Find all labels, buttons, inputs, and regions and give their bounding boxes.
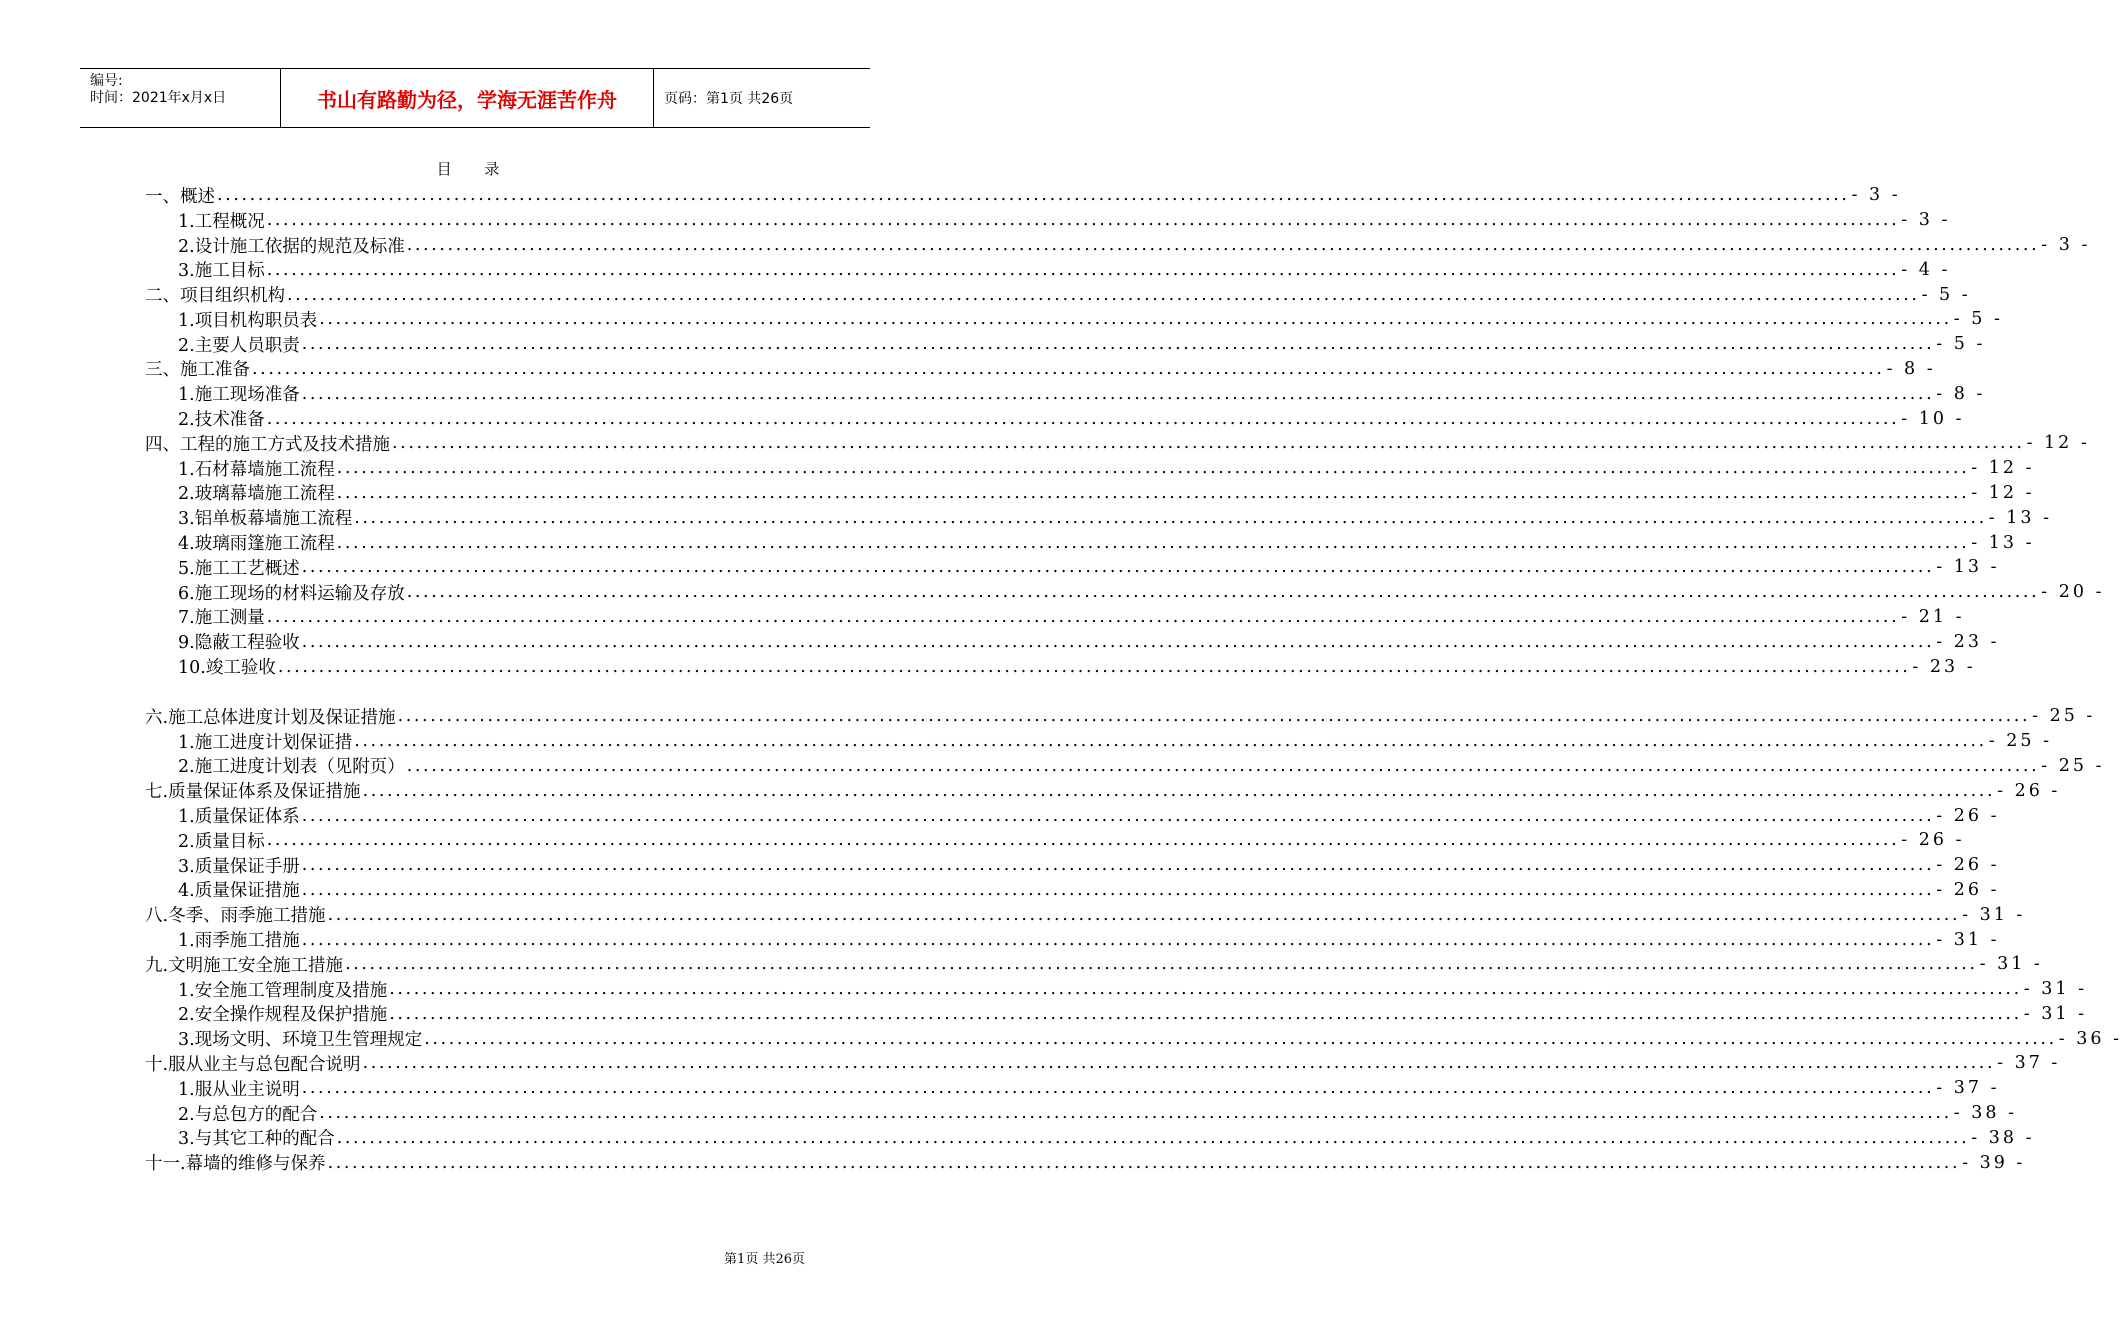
toc-entry-page: - 26 - <box>1901 830 1965 851</box>
toc-leader-dots: ........................................................................................................................................................................................................ <box>354 731 1987 752</box>
toc-entry-page: - 26 - <box>1936 879 2000 900</box>
toc-entry[interactable] <box>145 729 2052 754</box>
toc-entry[interactable] <box>145 803 2000 828</box>
toc-entry-page: - 39 - <box>1962 1152 2026 1173</box>
toc-entry-page: - 31 - <box>1936 929 2000 950</box>
toc-entry[interactable] <box>145 977 2087 1002</box>
toc-leader-dots: ........................................................................................................................................................................................................ <box>319 1103 1952 1124</box>
toc-entry[interactable] <box>145 878 2000 903</box>
toc-entry-text: 1.石材幕墙施工流程 <box>178 459 335 480</box>
toc-entry-page: - 5 - <box>1936 334 1986 355</box>
toc-entry[interactable] <box>145 1026 2122 1051</box>
toc-entry[interactable] <box>145 704 2096 729</box>
toc-entry[interactable] <box>145 902 2026 927</box>
toc-entry[interactable] <box>145 828 1965 853</box>
toc-entry-page: - 8 - <box>1886 358 1936 379</box>
toc-leader-dots: ........................................................................................................................................................................................................ <box>345 954 1978 975</box>
toc-entry-text: 7.施工测量 <box>178 608 265 629</box>
toc-leader-dots: ........................................................................................................................................................................................................ <box>301 631 1935 652</box>
toc-entry-text: 2.质量目标 <box>178 831 265 852</box>
toc-entry[interactable] <box>145 431 2090 456</box>
toc-entry[interactable] <box>145 208 1951 233</box>
toc-leader-dots: ........................................................................................................................................................................................................ <box>397 706 2031 727</box>
toc-leader-dots: ........................................................................................................................................................................................................ <box>336 1127 1970 1148</box>
toc-entry-text: 2.设计施工依据的规范及标准 <box>178 236 405 257</box>
toc-entry-page: - 37 - <box>1997 1053 2061 1074</box>
toc-entry-text: 9.隐蔽工程验收 <box>178 633 300 654</box>
toc-entry-page: - 3 - <box>1901 210 1951 231</box>
toc-entry-page: - 12 - <box>2026 433 2090 454</box>
toc-entry[interactable] <box>145 555 2000 580</box>
header-meta <box>80 69 281 127</box>
toc-leader-dots: ........................................................................................................................................................................................................ <box>287 284 1920 305</box>
toc-entry-page: - 8 - <box>1936 383 1986 404</box>
toc-entry-page: - 26 - <box>1936 805 2000 826</box>
toc-leader-dots: ........................................................................................................................................................................................................ <box>301 334 1935 355</box>
toc-leader-dots: ........................................................................................................................................................................................................ <box>217 185 1850 206</box>
toc-entry-text: 二、项目组织机构 <box>145 286 285 307</box>
toc-entry-text: 1.安全施工管理制度及措施 <box>178 980 388 1001</box>
toc-entry-text: 3.现场文明、环境卫生管理规定 <box>178 1030 423 1051</box>
toc-leader-dots: ........................................................................................................................................................................................................ <box>266 259 1900 280</box>
toc-leader-dots: ........................................................................................................................................................................................................ <box>406 755 2040 776</box>
toc-entry[interactable] <box>145 754 2105 779</box>
toc-leader-dots: ........................................................................................................................................................................................................ <box>336 482 1970 503</box>
toc-entry[interactable] <box>145 481 2035 506</box>
toc-title: 目 录 <box>436 160 514 178</box>
toc-leader-dots: ........................................................................................................................................................................................................ <box>266 408 1900 429</box>
toc-leader-dots: ........................................................................................................................................................................................................ <box>266 210 1900 231</box>
toc-leader-dots: ........................................................................................................................................................................................................ <box>301 855 1935 876</box>
toc-entry[interactable] <box>145 580 2105 605</box>
toc-entry-text: 六.施工总体进度计划及保证措施 <box>145 707 396 728</box>
header-page-info: 页码：第1页 共26页 <box>664 91 794 107</box>
toc-entry[interactable] <box>145 357 1936 382</box>
toc-entry[interactable] <box>145 1101 2017 1126</box>
toc-entry[interactable] <box>145 530 2035 555</box>
toc-entry[interactable] <box>145 1076 2000 1101</box>
toc-entry-page: - 31 - <box>2023 979 2087 1000</box>
toc-entry-text: 1.服从业主说明 <box>178 1079 300 1100</box>
toc-entry-text: 3.施工目标 <box>178 261 265 282</box>
toc-entry[interactable] <box>145 233 2091 258</box>
toc-entry[interactable] <box>145 282 1971 307</box>
toc-entry-text: 2.主要人员职责 <box>178 335 300 356</box>
toc-spacer <box>145 679 810 704</box>
toc-entry[interactable] <box>145 381 1986 406</box>
toc-entry-text: 一、概述 <box>145 186 215 207</box>
toc-entry-page: - 25 - <box>2032 706 2096 727</box>
toc-entry-page: - 25 - <box>2041 755 2105 776</box>
toc-entry-text: 2.技术准备 <box>178 410 265 431</box>
toc-entry-text: 七.质量保证体系及保证措施 <box>145 782 361 803</box>
toc-entry-text: 八.冬季、雨季施工措施 <box>145 906 326 927</box>
toc-entry[interactable] <box>145 505 2052 530</box>
toc-entry[interactable] <box>145 605 1965 630</box>
toc-entry-text: 3.质量保证手册 <box>178 856 300 877</box>
toc-entry-text: 十.服从业主与总包配合说明 <box>145 1055 361 1075</box>
toc-entry-text: 1.质量保证体系 <box>178 807 300 828</box>
toc-entry-text: 3.与其它工种的配合 <box>178 1129 335 1150</box>
toc-leader-dots: ........................................................................................................................................................................................................ <box>301 383 1935 404</box>
toc-entry-text: 1.工程概况 <box>178 211 265 232</box>
toc-entry-page: - 10 - <box>1901 408 1965 429</box>
toc-entry-text: 10.竣工验收 <box>178 658 276 679</box>
toc-entry-text: 2.安全操作规程及保护措施 <box>178 1005 388 1026</box>
toc-entry-page: - 5 - <box>1953 309 2003 330</box>
toc-entry-page: - 13 - <box>1988 507 2052 528</box>
page-footer: 第1页 共26页 <box>724 1252 805 1267</box>
toc-entry-page: - 12 - <box>1971 458 2035 479</box>
toc-entry[interactable] <box>145 1150 2026 1175</box>
toc-leader-dots: ........................................................................................................................................................................................................ <box>424 1028 2057 1049</box>
toc-entry[interactable] <box>145 853 2000 878</box>
document-number-label: 编号: <box>90 73 123 89</box>
toc-entry-page: - 3 - <box>1851 185 1901 206</box>
toc-leader-dots: ........................................................................................................................................................................................................ <box>406 234 2040 255</box>
toc-entry-page: - 4 - <box>1901 259 1951 280</box>
toc-entry-text: 1.施工进度计划保证措 <box>178 732 353 753</box>
toc-leader-dots: ........................................................................................................................................................................................................ <box>354 507 1987 528</box>
toc-entry-page: - 37 - <box>1936 1078 2000 1099</box>
toc-entry-page: - 26 - <box>1936 855 2000 876</box>
page-header <box>80 68 870 128</box>
toc-entry[interactable] <box>145 1002 2087 1027</box>
toc-leader-dots: ........................................................................................................................................................................................................ <box>362 1053 1996 1074</box>
toc-entry[interactable] <box>145 257 1951 282</box>
toc-entry-text: 1.雨季施工措施 <box>178 931 300 952</box>
toc-entry[interactable] <box>145 1125 2035 1150</box>
toc-entry[interactable] <box>145 332 1986 357</box>
toc-leader-dots: ........................................................................................................................................................................................................ <box>266 606 1900 627</box>
toc-entry-text: 4.玻璃雨篷施工流程 <box>178 534 335 555</box>
toc-leader-dots: ........................................................................................................................................................................................................ <box>327 1152 1961 1173</box>
toc-entry-text: 四、工程的施工方式及技术措施 <box>145 434 390 455</box>
toc-leader-dots: ........................................................................................................................................................................................................ <box>336 532 1970 553</box>
toc-entry-page: - 20 - <box>2041 582 2105 603</box>
toc-entry[interactable] <box>145 629 2000 654</box>
toc-leader-dots: ........................................................................................................................................................................................................ <box>406 582 2040 603</box>
toc-entry-text: 十一.幕墙的维修与保养 <box>145 1154 326 1175</box>
toc-leader-dots: ........................................................................................................................................................................................................ <box>277 656 1911 677</box>
toc-entry-page: - 3 - <box>2041 234 2091 255</box>
toc-entry-page: - 36 - <box>2058 1028 2122 1049</box>
toc-entry-page: - 23 - <box>1936 631 2000 652</box>
toc-entry[interactable] <box>145 456 2035 481</box>
document-time: 时间：2021年x月x日 <box>90 90 227 106</box>
toc-entry-text: 2.玻璃幕墙施工流程 <box>178 484 335 505</box>
toc-leader-dots: ........................................................................................................................................................................................................ <box>266 830 1900 851</box>
toc-entry-text: 三、施工准备 <box>145 360 250 381</box>
toc-leader-dots: ........................................................................................................................................................................................................ <box>336 458 1970 479</box>
header-motto: 书山有路勤为径，学海无涯苦作舟 <box>281 69 654 127</box>
toc-entry[interactable] <box>145 778 2061 803</box>
toc-entry-text: 1.施工现场准备 <box>178 385 300 406</box>
toc-leader-dots: ........................................................................................................................................................................................................ <box>301 805 1935 826</box>
toc-entry-text: 九.文明施工安全施工措施 <box>145 955 344 976</box>
toc-leader-dots: ........................................................................................................................................................................................................ <box>301 929 1935 950</box>
toc-leader-dots: ........................................................................................................................................................................................................ <box>301 1078 1935 1099</box>
toc-entry-page: - 31 - <box>2023 1003 2087 1024</box>
toc-entry-text: 6.施工现场的材料运输及存放 <box>178 583 405 604</box>
toc-leader-dots: ........................................................................................................................................................................................................ <box>389 1003 2022 1024</box>
toc-entry[interactable] <box>145 307 2003 332</box>
toc-entry-page: - 13 - <box>1971 532 2035 553</box>
toc-entry[interactable] <box>145 1051 2061 1076</box>
toc-entry-page: - 38 - <box>1953 1103 2017 1124</box>
toc-entry[interactable] <box>145 927 2000 952</box>
toc-entry[interactable] <box>145 654 1976 679</box>
toc-entry-text: 4.质量保证措施 <box>178 881 300 902</box>
toc-leader-dots: ........................................................................................................................................................................................................ <box>301 879 1935 900</box>
toc-leader-dots: ........................................................................................................................................................................................................ <box>301 557 1935 578</box>
toc-group-2 <box>145 704 2122 1175</box>
toc-entry-text: 3.铝单板幕墙施工流程 <box>178 509 353 530</box>
toc-leader-dots: ........................................................................................................................................................................................................ <box>327 904 1961 925</box>
toc-entry-page: - 13 - <box>1936 557 2000 578</box>
table-of-contents <box>145 183 2122 1175</box>
toc-entry-page: - 26 - <box>1997 780 2061 801</box>
toc-leader-dots: ........................................................................................................................................................................................................ <box>389 979 2022 1000</box>
toc-entry-page: - 25 - <box>1988 731 2052 752</box>
toc-entry-page: - 23 - <box>1912 656 1976 677</box>
toc-leader-dots: ........................................................................................................................................................................................................ <box>252 358 1885 379</box>
toc-entry[interactable] <box>145 952 2043 977</box>
toc-entry-page: - 21 - <box>1901 606 1965 627</box>
toc-leader-dots: ........................................................................................................................................................................................................ <box>392 433 2025 454</box>
toc-entry-text: 2.施工进度计划表（见附页） <box>178 757 405 778</box>
toc-leader-dots: ........................................................................................................................................................................................................ <box>362 780 1996 801</box>
toc-entry-page: - 31 - <box>1962 904 2026 925</box>
toc-entry[interactable] <box>145 406 1965 431</box>
toc-entry-page: - 5 - <box>1921 284 1971 305</box>
toc-group-1 <box>145 183 2105 679</box>
toc-entry-text: 2.与总包方的配合 <box>178 1104 318 1125</box>
toc-entry-text: 1.项目机构职员表 <box>178 310 318 331</box>
toc-leader-dots: ........................................................................................................................................................................................................ <box>319 309 1952 330</box>
toc-entry-page: - 31 - <box>1979 954 2043 975</box>
toc-entry-text: 5.施工工艺概述 <box>178 558 300 579</box>
toc-entry[interactable] <box>145 183 1901 208</box>
toc-entry-page: - 12 - <box>1971 482 2035 503</box>
toc-entry-page: - 38 - <box>1971 1127 2035 1148</box>
